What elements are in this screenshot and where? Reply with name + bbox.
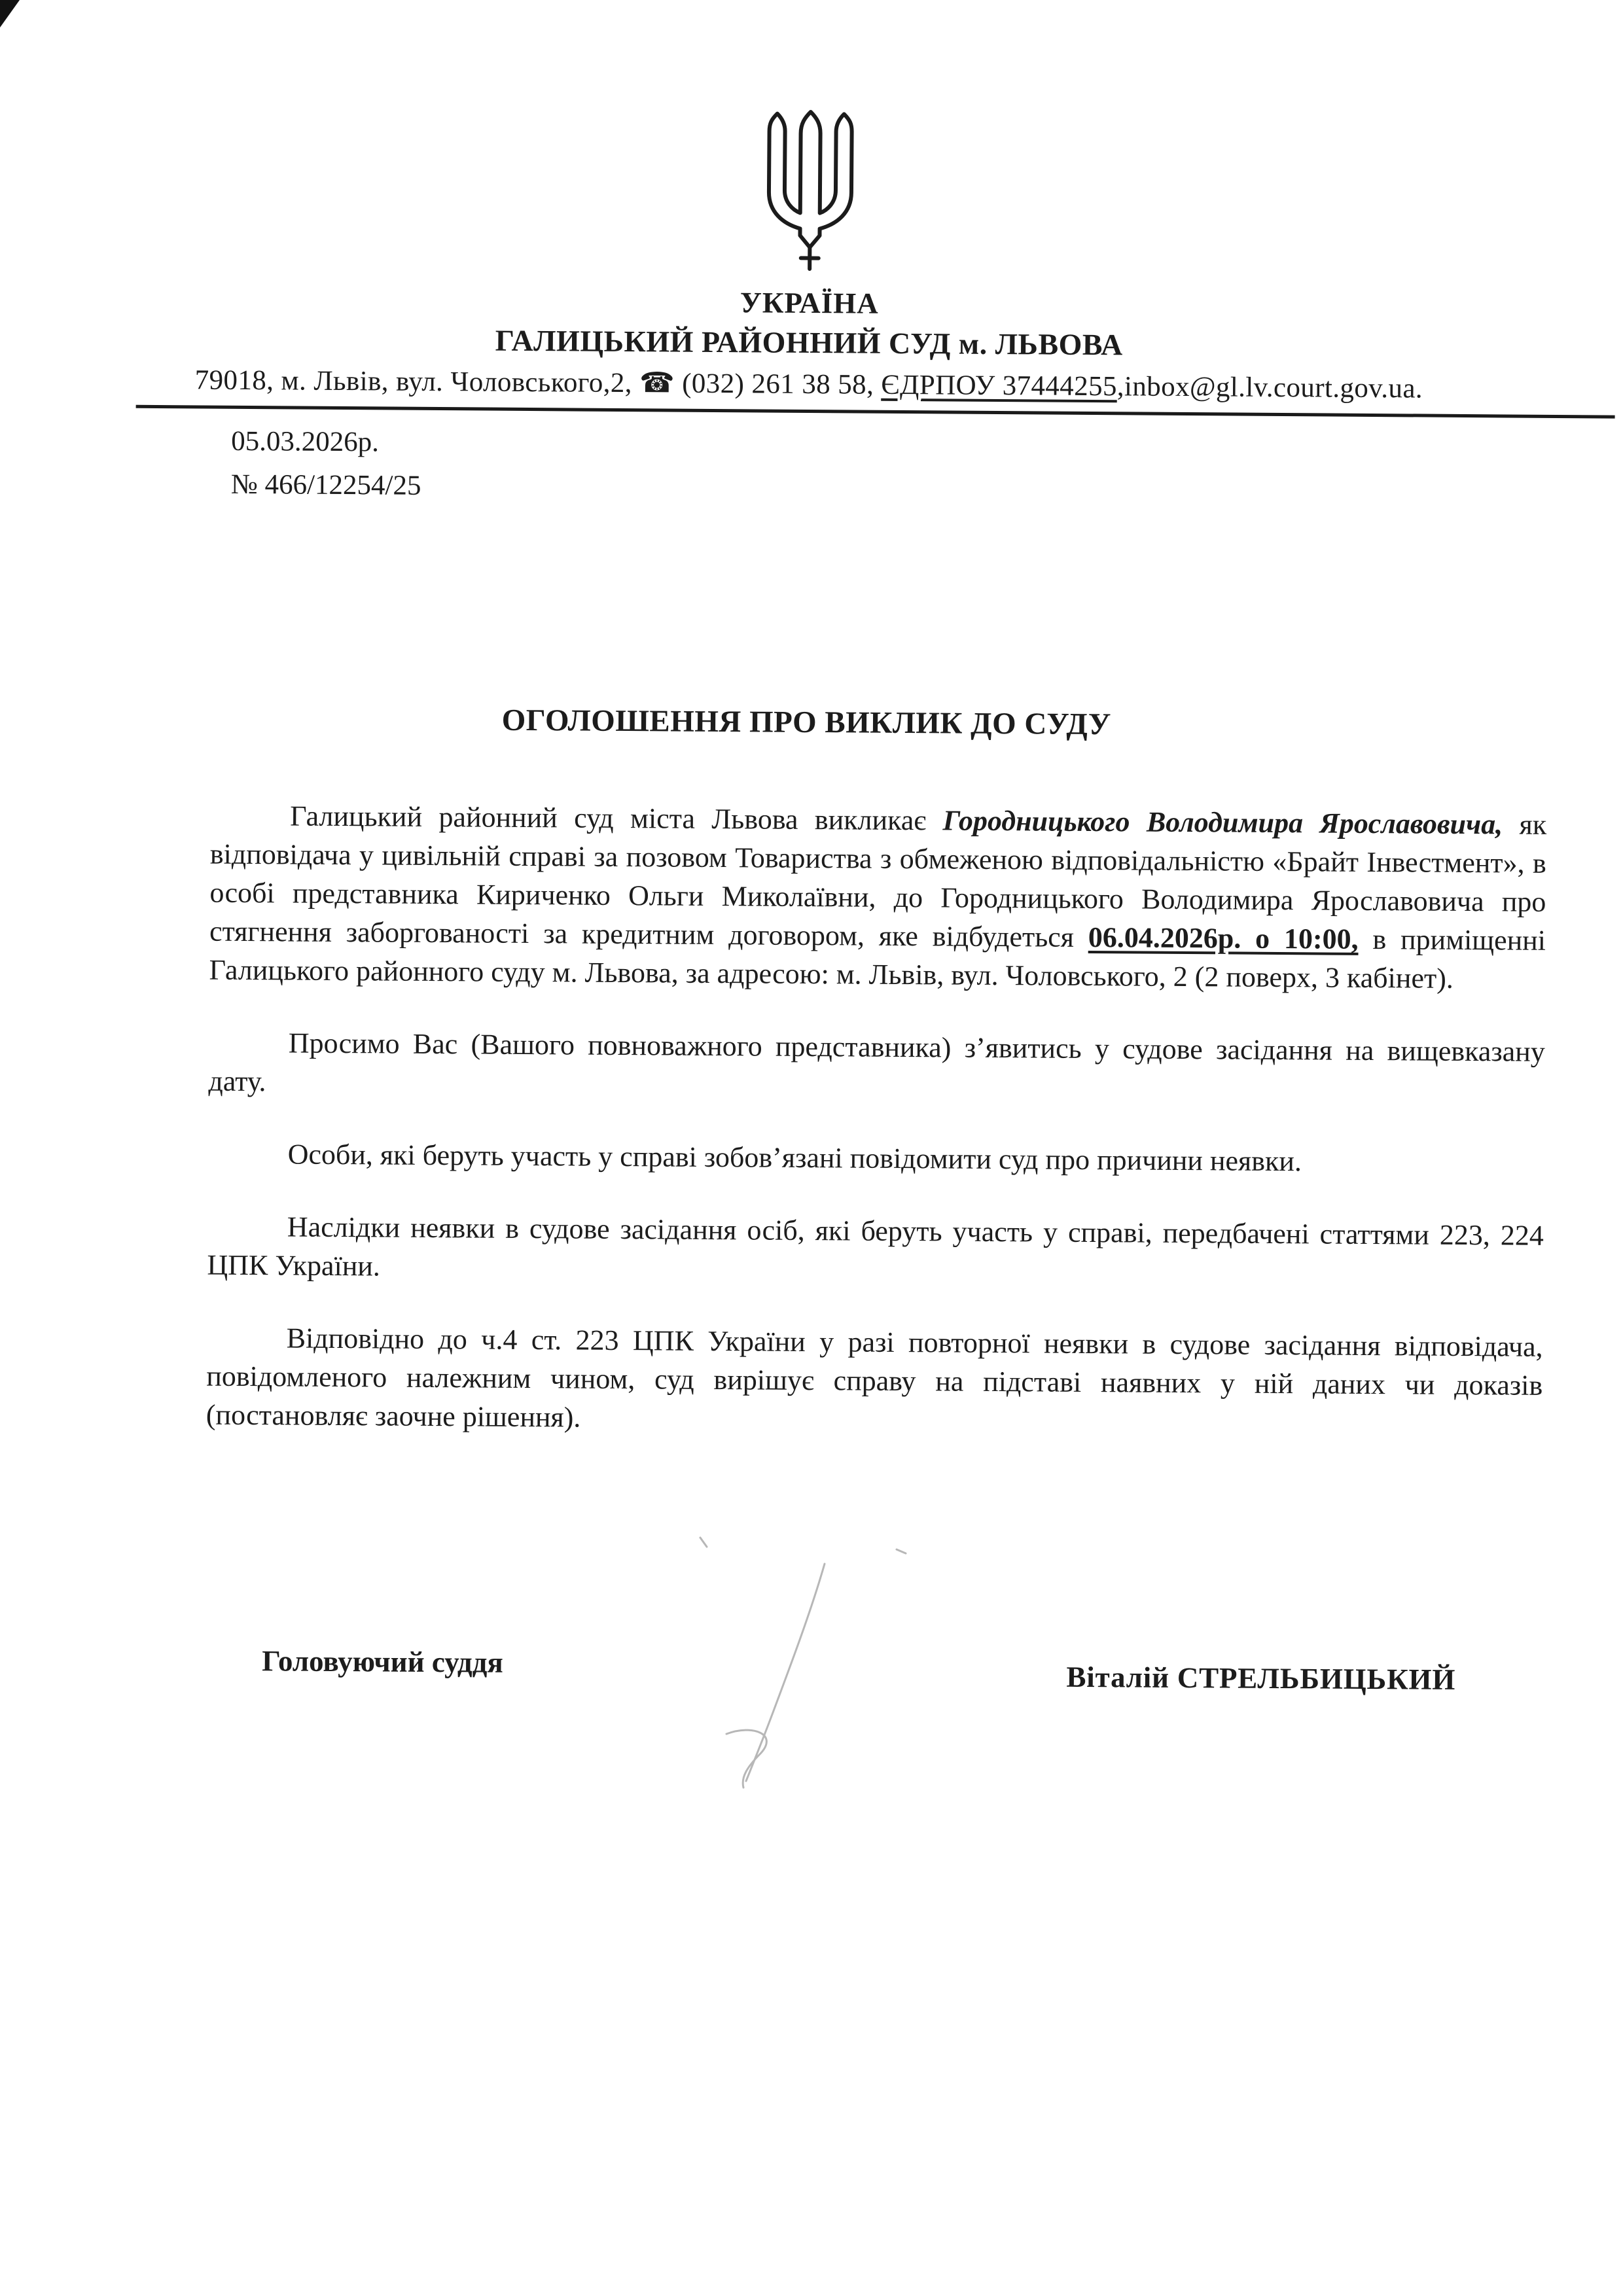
document-meta: [231, 422, 1620, 514]
paragraph-absence-consequences: Наслідки неявки в судове засідання осіб, які беруть участь у справі, передбачені статтями 223, 224 ЦПК України.: [207, 1210, 1544, 1282]
court-name: ГАЛИЦЬКИЙ РАЙОННИЙ СУД м. ЛЬВОВА: [495, 323, 1124, 362]
paragraph-summons: [209, 796, 1546, 998]
letterhead: [0, 0, 1623, 406]
header-divider: [136, 405, 1615, 419]
document-title: ОГОЛОШЕННЯ ПРО ВИКЛИК ДО СУДУ: [501, 703, 1112, 742]
address-street-phone: 79018, м. Львів, вул. Чоловського,2, ☎ (032) 261 38 58,: [194, 364, 882, 400]
hearing-datetime: 06.04.2026р. о 10:00,: [1088, 921, 1359, 956]
judge-role-label: Головуючий суддя: [262, 1644, 503, 1680]
paragraph-notify-duty: Особи, які беруть участь у справі зобов’язані повідомити суд про причини неявки.: [287, 1138, 1302, 1178]
paragraph-appearance-request: Просимо Вас (Вашого повноважного представника) з’явитись у судове засідання на вищевказану дату.: [208, 1027, 1545, 1098]
defendant-name: Городницького Володимира Ярославовича,: [942, 804, 1503, 841]
country-name: УКРАЇНА: [740, 286, 879, 320]
hearing-location: в приміщенні Галицького районного суду м. Львова, за адресою: м. Львів, вул. Чоловського, 2 (2 поверх, 3 кабінет).: [209, 923, 1546, 995]
address-email: ,inbox@gl.lv.court.gov.ua.: [1116, 371, 1423, 404]
summons-intro: Галицький районний суд міста Львова викликає: [290, 800, 943, 837]
address-edrpou: ЄДРПОУ 37444255: [881, 369, 1118, 402]
court-address-line: [0, 362, 1620, 406]
handwritten-signature-stroke: [681, 1518, 916, 1806]
summons-case-details: як відповідача у цивільній справі за позовом Товариства з обмеженою відповідальністю «Брайт Інвестмент», в особі представника Кириченко Ольги Миколаївни, до Городницького Володимира Ярославовича про стягнення заборгованості за кредитним договором, яке відбудеться: [209, 808, 1547, 954]
judge-name: Віталій СТРЕЛЬБИЦЬКИЙ: [1066, 1661, 1456, 1697]
document-date: 05.03.2026р.: [231, 425, 380, 458]
paragraph-default-judgment: Відповідно до ч.4 ст. 223 ЦПК України у разі повторної неявки в судове засідання відповідача, повідомленого належним чином, суд вирішує справу на підставі наявних у ній даних чи доказів (постановляє заочне рішення).: [205, 1322, 1543, 1434]
ukraine-trident-emblem-icon: [760, 107, 860, 275]
case-number: № 466/12254/25: [230, 469, 421, 502]
